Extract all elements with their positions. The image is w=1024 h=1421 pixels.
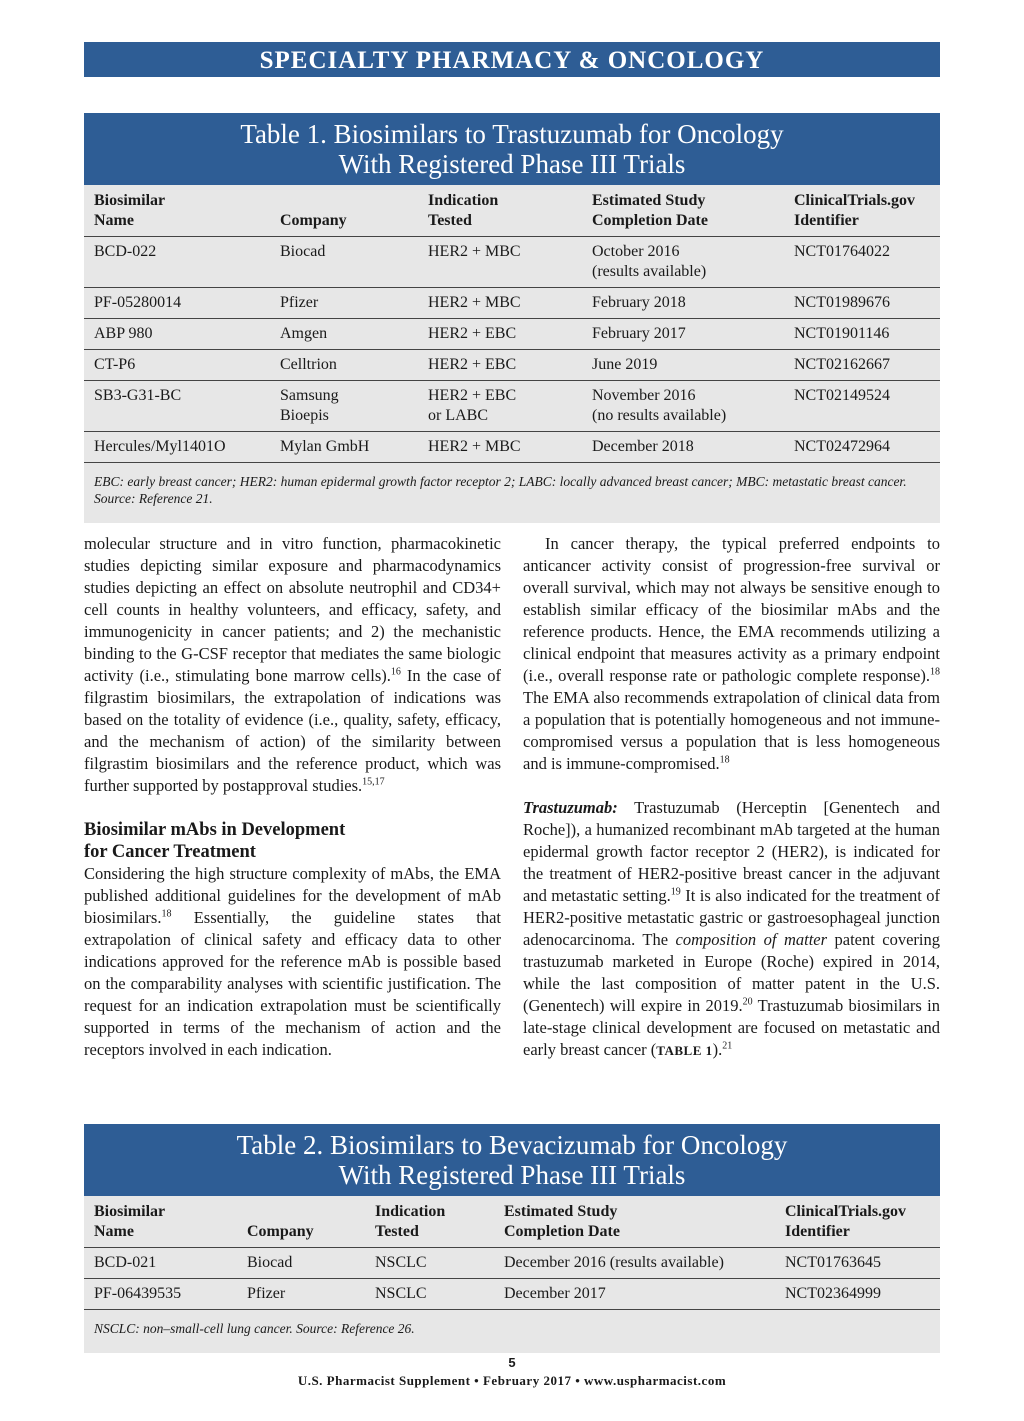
table-cell: CT-P6 (84, 350, 270, 381)
table-cell: NCT02364999 (775, 1279, 940, 1310)
table-cell: HER2 + MBC (418, 288, 582, 319)
table-row (84, 288, 940, 319)
table-1-col-header: Indication Tested (428, 192, 499, 229)
table-cell: HER2 + MBC (418, 432, 582, 463)
page-number: 5 (508, 1355, 516, 1370)
table-cell: NCT01764022 (784, 237, 940, 288)
table-row (84, 319, 940, 350)
table-cell: NCT02472964 (784, 432, 940, 463)
page-footer: U.S. Pharmacist Supplement • February 2017 • www.uspharmacist.com (297, 1373, 727, 1388)
table-cell: PF-05280014 (84, 288, 270, 319)
table-cell: Amgen (270, 319, 418, 350)
left-column (84, 533, 501, 1061)
table-2-title-line1: Table 2. Biosimilars to Bevacizumab for Oncology (236, 1130, 788, 1160)
right-column (523, 533, 940, 1062)
table-row (84, 1279, 940, 1310)
table-2-grid (84, 1196, 940, 1309)
table-cell: December 2016 (results available) (494, 1248, 775, 1279)
table-cell: ABP 980 (84, 319, 270, 350)
table-1-title-line2: With Registered Phase III Trials (338, 149, 686, 179)
table-cell: Pfizer (270, 288, 418, 319)
table-1-title (84, 113, 940, 185)
left-paragraph-1: molecular structure and in vitro function, pharmacokinetic studies depicting similar exposure and pharmacodynamics studies depicting an effect on absolute neutrophil and CD34+ cell counts in healthy volunteers, and efficacy, safety, and immunogenicity in cancer patients; and 2) the mechanistic binding to the G-CSF receptor that mediates the same biologic activity (i.e., stimulating bone marrow cells).$^{16}$ In the case of filgrastim biosimilars, the extrapolation of indications was based on the totality of evidence (i.e., quality, safety, efficacy, and the mechanism of action) of the similarity between filgrastim biosimilars and the reference product, which was further supported by postapproval studies.$^{15,17}$ (84, 534, 501, 795)
table-2 (84, 1124, 940, 1353)
table-cell: NCT02162667 (784, 350, 940, 381)
table-2-title (84, 1124, 940, 1196)
table-cell: Hercules/Myl1401O (84, 432, 270, 463)
table-cell: SB3-G31-BC (84, 381, 270, 432)
table-cell: February 2017 (582, 319, 784, 350)
table-2-title-line2: With Registered Phase III Trials (338, 1160, 686, 1190)
table-1-grid (84, 185, 940, 462)
table-1-col-header: Company (280, 212, 347, 229)
table-row (84, 381, 940, 432)
table-1-col-header: Biosimilar Name (94, 192, 166, 229)
table-cell: Samsung Bioepis (270, 381, 418, 432)
table-1-body (84, 237, 940, 463)
table-cell: Biocad (270, 237, 418, 288)
table-2-footnote: NSCLC: non–small-cell lung cancer. Source: Reference 26. (84, 1309, 940, 1353)
table-2-col-header: Estimated Study Completion Date (504, 1203, 620, 1240)
table-1-footnote: EBC: early breast cancer; HER2: human epidermal growth factor receptor 2; LABC: locally advanced breast cancer; MBC: metastatic breast cancer. Source: Reference 21. (84, 462, 940, 523)
table-cell: BCD-021 (84, 1248, 237, 1279)
table-cell: Mylan GmbH (270, 432, 418, 463)
table-2-col-header: Company (247, 1223, 314, 1240)
table-cell: HER2 + EBC (418, 319, 582, 350)
right-paragraph-2: Trastuzumab: Trastuzumab (Herceptin [Genentech and Roche]), a humanized recombinant mAb targeted at the human epidermal growth factor receptor 2 (HER2), is indicated for the treatment of HER2-positive breast cancer in the adjuvant and metastatic setting.$^{19}$ It is also indicated for the treatment of HER2-positive metastatic gastric or gastroesophageal junction adenocarcinoma. The composition of matter patent covering trastuzumab marketed in Europe (Roche) expired in 2014, while the last composition of matter patent in the U.S. (Genentech) will expire in 2019.20 Trastuzumab biosimilars in late-stage clinical development are focused on metastatic and early breast cancer (TABLE 1).$^{21}$ (523, 798, 940, 1059)
table-cell: Pfizer (237, 1279, 365, 1310)
table-1 (84, 113, 940, 523)
table-cell: NCT02149524 (784, 381, 940, 432)
table-1-col-header: Estimated Study Completion Date (592, 192, 708, 229)
table-1-header-row (84, 185, 940, 237)
table-cell: HER2 + EBC or LABC (418, 381, 582, 432)
table-cell: NCT01901146 (784, 319, 940, 350)
section-heading: Biosimilar mAbs in Development for Cancer Treatment (84, 820, 346, 862)
table-row (84, 350, 940, 381)
table-cell: June 2019 (582, 350, 784, 381)
table-cell: Celltrion (270, 350, 418, 381)
table-1-reference[interactable]: TABLE 1 (656, 1043, 713, 1058)
table-cell: NCT01763645 (775, 1248, 940, 1279)
table-2-col-header: Indication Tested (375, 1203, 446, 1240)
table-2-header-row (84, 1196, 940, 1248)
table-row (84, 237, 940, 288)
table-cell: BCD-022 (84, 237, 270, 288)
table-cell: PF-06439535 (84, 1279, 237, 1310)
table-1-title-line1: Table 1. Biosimilars to Trastuzumab for Oncology (240, 119, 784, 149)
table-cell: December 2018 (582, 432, 784, 463)
table-cell: HER2 + EBC (418, 350, 582, 381)
section-banner: SPECIALTY PHARMACY & ONCOLOGY (84, 42, 940, 77)
table-cell: Biocad (237, 1248, 365, 1279)
table-2-body (84, 1248, 940, 1310)
table-1-col-header: ClinicalTrials.gov Identifier (794, 192, 916, 229)
table-row (84, 1248, 940, 1279)
left-paragraph-2: Considering the high structure complexity of mAbs, the EMA published additional guidelines for the development of mAb biosimilars.$^{18}$ Essentially, the guideline states that extrapolation of clinical safety and efficacy data to other indications approved for the reference mAb is possible based on the comparability analyses with scientific justification. The request for an indication extrapolation must be scientifically supported in terms of the mechanism of action and the receptors involved in each indication. (84, 864, 501, 1059)
table-2-col-header: Biosimilar Name (94, 1203, 166, 1240)
table-2-col-header: ClinicalTrials.gov Identifier (785, 1203, 907, 1240)
table-cell: NSCLC (365, 1279, 494, 1310)
table-cell: HER2 + MBC (418, 237, 582, 288)
table-cell: NSCLC (365, 1248, 494, 1279)
table-row (84, 432, 940, 463)
table-cell: NCT01989676 (784, 288, 940, 319)
right-paragraph-1: In cancer therapy, the typical preferred endpoints to anticancer activity consist of progression-free survival or overall survival, which may not always be sensitive enough to establish similar efficacy of the biosimilar mAbs and the reference products. Hence, the EMA recommends utilizing a clinical endpoint that measures activity as a primary endpoint (i.e., overall response rate or pathologic complete response).$^{18}$ The EMA also recommends extrapolation of clinical data from a population that is potentially homogeneous and not immune-compromised versus a population that is less homogeneous and is immune-compromised.$^{18}$ (523, 534, 940, 773)
table-cell: November 2016 (no results available) (582, 381, 784, 432)
table-cell: December 2017 (494, 1279, 775, 1310)
table-cell: February 2018 (582, 288, 784, 319)
table-cell: October 2016 (results available) (582, 237, 784, 288)
